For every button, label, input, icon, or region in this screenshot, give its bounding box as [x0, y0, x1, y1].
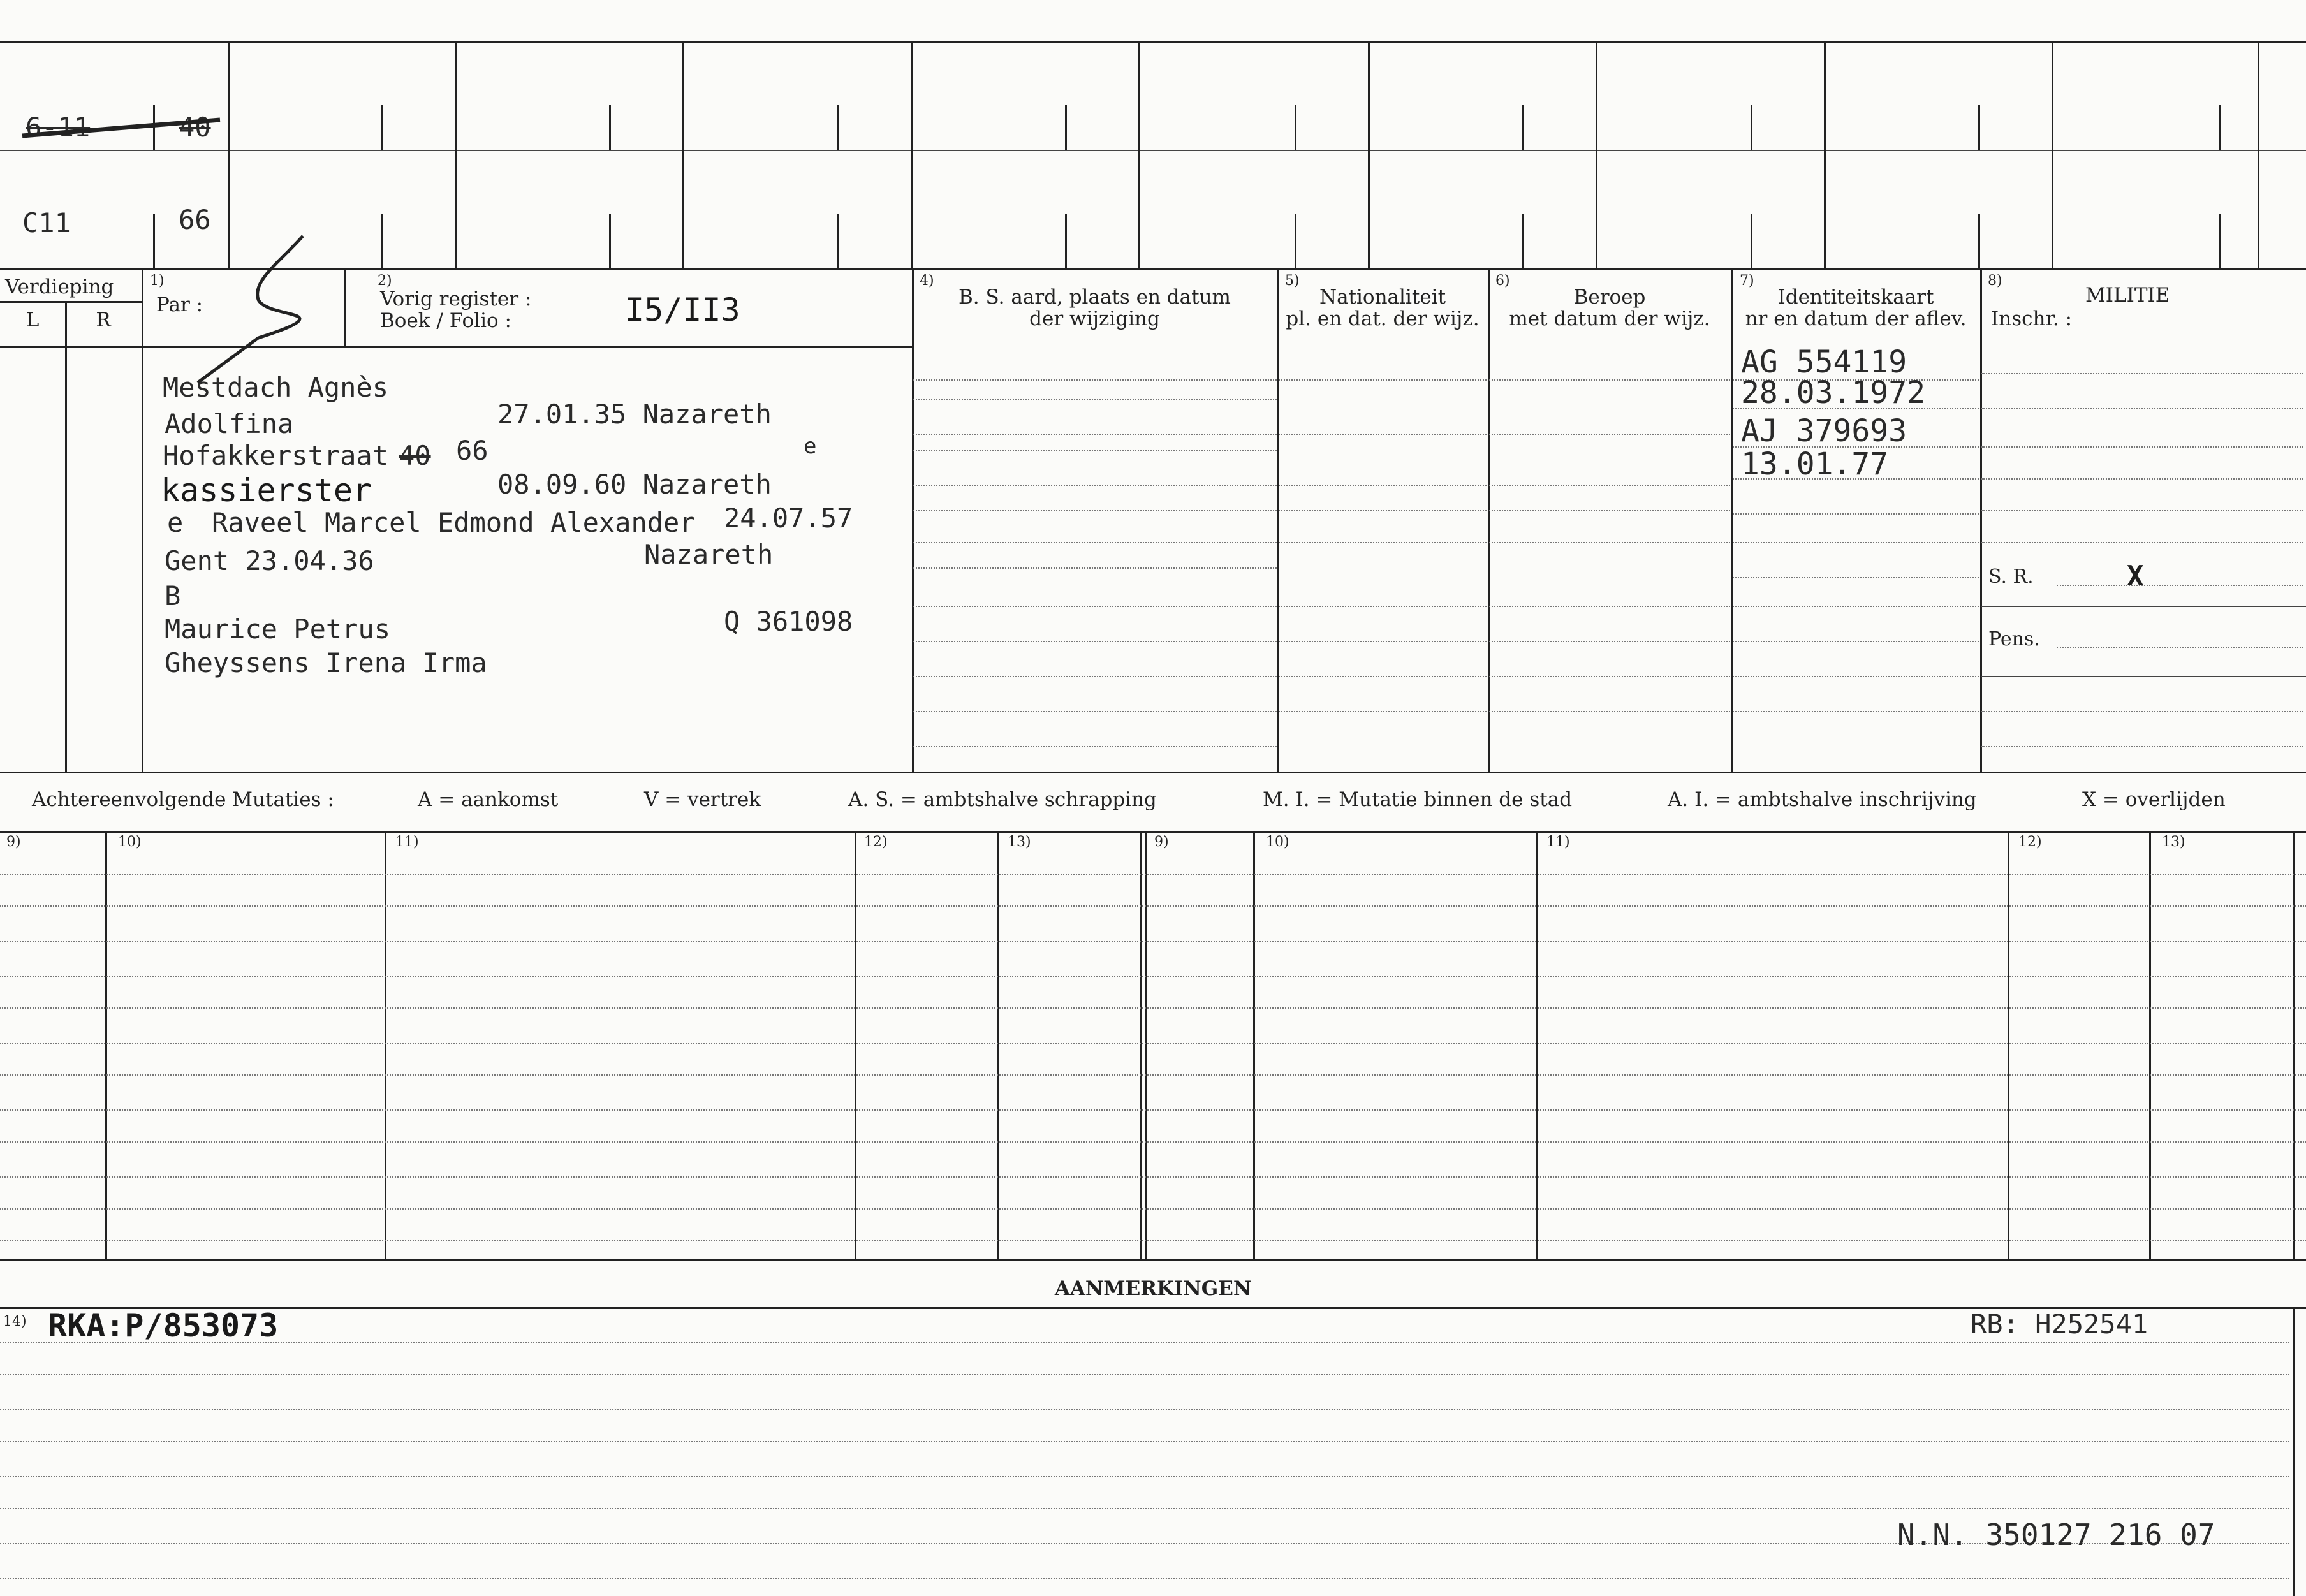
col13-left: 13) — [1008, 834, 1031, 850]
bs-header-line1: B. S. aard, plaats en datum — [958, 286, 1231, 309]
id-card1-number: AG 554119 — [1741, 344, 1907, 380]
old-index-struck: 6-11 — [26, 112, 91, 143]
id-code: Q 361098 — [724, 606, 853, 637]
n8: 8) — [1988, 273, 2002, 289]
legend-mi: M. I. = Mutatie binnen de stad — [1263, 788, 1573, 811]
par-label: Par : — [156, 293, 203, 316]
col11-right: 11) — [1546, 834, 1570, 850]
beroep-header-line1: Beroep — [1573, 286, 1646, 309]
vorig-register-label: Vorig register : — [380, 288, 532, 311]
inschr-label: Inschr. : — [1991, 307, 2073, 330]
mark-e: e — [804, 434, 817, 459]
boek-folio-label: Boek / Folio : — [380, 309, 511, 332]
legend-v: V = vertrek — [644, 788, 761, 811]
col10-left: 10) — [118, 834, 142, 850]
legend-as: A. S. = ambtshalve schrapping — [848, 788, 1157, 811]
spouse-birth: Gent 23.04.36 — [165, 545, 374, 576]
person-name-line2: Adolfina — [165, 408, 294, 439]
rb-number: RB: H252541 — [1971, 1308, 2148, 1340]
bs-header-line2: der wijziging — [1029, 307, 1160, 330]
person-name-line1: Mestdach Agnès — [163, 372, 389, 403]
spouse-name: Raveel Marcel Edmond Alexander — [212, 507, 696, 538]
n14: 14) — [3, 1314, 27, 1329]
occupation-date: 08.09.60 Nazareth — [497, 469, 772, 500]
sr-label: S. R. — [1988, 566, 2034, 588]
militie-header: MILITIE — [2085, 284, 2170, 307]
n6: 6) — [1495, 273, 1510, 289]
n2: 2) — [378, 273, 392, 289]
col9-right: 9) — [1154, 834, 1169, 850]
col9-left: 9) — [6, 834, 21, 850]
col11-left: 11) — [395, 834, 419, 850]
col13-right: 13) — [2162, 834, 2185, 850]
marriage-place: Nazareth — [644, 539, 774, 570]
n7: 7) — [1740, 273, 1754, 289]
old-number-struck: 40 — [179, 112, 211, 143]
col-l-label: L — [26, 309, 40, 332]
street: Hofakkerstraat — [163, 440, 389, 471]
nationality: B — [165, 580, 181, 611]
boek-folio-value: I5/II3 — [625, 291, 740, 328]
verdieping-label: Verdieping — [5, 275, 114, 298]
legend-x: X = overlijden — [2082, 788, 2226, 811]
n4: 4) — [920, 273, 934, 289]
id-card2-number: AJ 379693 — [1741, 413, 1907, 449]
nationality-header-line1: Nationaliteit — [1319, 286, 1446, 309]
col-r-label: R — [96, 309, 111, 332]
id-card2-date: 13.01.77 — [1741, 446, 1889, 482]
col12-left: 12) — [864, 834, 888, 850]
legend-a: A = aankomst — [418, 788, 559, 811]
col10-right: 10) — [1266, 834, 1289, 850]
remarks-title: AANMERKINGEN — [1054, 1277, 1252, 1300]
rka-number: RKA:P/853073 — [48, 1307, 279, 1344]
house-number: 66 — [456, 435, 488, 466]
n5: 5) — [1285, 273, 1300, 289]
pens-label: Pens. — [1988, 628, 2040, 650]
marriage-date: 24.07.57 — [724, 502, 853, 534]
current-index: C11 — [22, 207, 71, 238]
id-header-line2: nr en datum der aflev. — [1745, 307, 1967, 330]
nationality-header-line2: pl. en dat. der wijz. — [1286, 307, 1480, 330]
sr-value: X — [2127, 560, 2144, 592]
mutations-title: Achtereenvolgende Mutaties : — [32, 788, 334, 811]
father-name: Maurice Petrus — [165, 613, 391, 645]
spouse-prefix: e — [167, 507, 184, 538]
id-header-line1: Identiteitskaart — [1777, 286, 1934, 309]
n1: 1) — [150, 273, 165, 289]
id-card1-date: 28.03.1972 — [1741, 375, 1925, 411]
nn-number: N.N. 350127 216 07 — [1897, 1518, 2215, 1552]
legend-ai: A. I. = ambtshalve inschrijving — [1668, 788, 1977, 811]
occupation: kassierster — [161, 472, 372, 509]
beroep-header-line2: met datum der wijz. — [1509, 307, 1710, 330]
mother-name: Gheyssens Irena Irma — [165, 647, 487, 678]
current-number: 66 — [179, 204, 211, 235]
birth-date-place: 27.01.35 Nazareth — [497, 399, 772, 430]
old-house-number: 40 — [399, 440, 431, 471]
col12-right: 12) — [2018, 834, 2042, 850]
